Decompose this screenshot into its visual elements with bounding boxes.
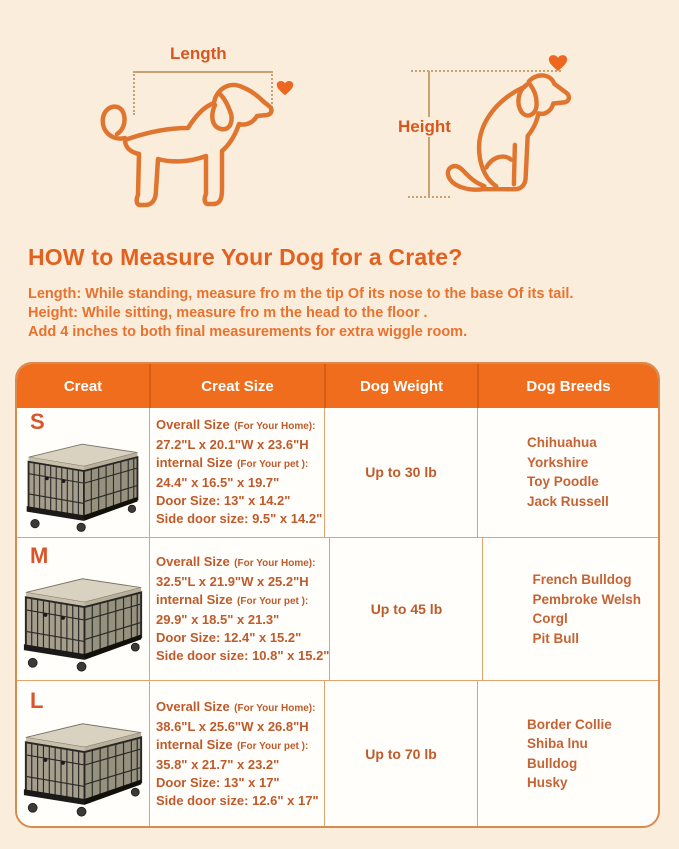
page-title: HOW to Measure Your Dog for a Crate? <box>28 244 463 270</box>
size-letter: S <box>30 409 45 435</box>
length-label: Length <box>167 44 230 64</box>
dog-weight-cell <box>324 408 477 537</box>
breed-item: Border Collie <box>527 716 612 732</box>
door-size: Door Size: 13" x 17" <box>156 774 280 790</box>
sitting-dog-illustration <box>438 70 576 200</box>
overall-size-label: Overall Size <box>156 554 230 570</box>
header-creat-size: Creat Size <box>149 364 324 408</box>
side-door-size: Side door size: 9.5" x 14.2" <box>156 511 323 527</box>
height-label: Height <box>395 117 454 137</box>
dog-crate-image <box>23 435 143 533</box>
dog-weight-cell <box>324 681 477 826</box>
size-letter: L <box>30 687 44 713</box>
weight-value: Up to 30 lb <box>365 464 437 481</box>
dog-breeds-cell <box>477 408 658 537</box>
side-door-size: Side door size: 10.8" x 15.2" <box>156 648 330 664</box>
overall-size-value: 27.2"L x 20.1"W x 23.6"H <box>156 437 309 453</box>
crate-size-cell <box>149 408 324 537</box>
dog-weight-cell <box>329 538 482 681</box>
breed-item: Husky <box>527 775 568 791</box>
overall-size-note: (For Your Home): <box>234 421 316 433</box>
size-table <box>15 362 660 828</box>
overall-size-note: (For Your Home): <box>234 702 316 714</box>
instruction-wiggle: Add 4 inches to both final measurements for extra wiggle room. <box>28 324 468 340</box>
internal-size-value: 29.9" x 18.5" x 21.3" <box>156 612 280 628</box>
weight-value: Up to 45 lb <box>370 601 443 618</box>
heart-icon <box>276 80 294 97</box>
door-size: Door Size: 12.4" x 15.2" <box>156 630 302 646</box>
measuring-diagram <box>0 0 679 235</box>
dog-crate-image <box>20 569 147 673</box>
internal-size-label: internal Size <box>156 592 233 608</box>
internal-size-note: (For Your pet ): <box>237 596 309 608</box>
dog-body <box>125 85 271 205</box>
crate-cell <box>17 408 149 537</box>
table-row-medium <box>17 537 658 681</box>
crate-size-cell <box>149 538 329 681</box>
breed-item: Chihuahua <box>527 435 597 451</box>
header-creat: Creat <box>63 377 103 395</box>
side-door-size: Side door size: 12.6" x 17" <box>156 792 319 808</box>
dog-breeds-cell <box>477 681 658 826</box>
crate-size-cell <box>149 681 324 826</box>
internal-size-value: 35.8" x 21.7" x 23.2" <box>156 756 280 772</box>
overall-size-label: Overall Size <box>156 698 230 714</box>
internal-size-note: (For Your pet ): <box>237 459 309 471</box>
internal-size-label: internal Size <box>156 455 233 471</box>
breed-item: Shiba lnu <box>527 736 588 752</box>
overall-size-value: 32.5"L x 21.9"W x 25.2"H <box>156 574 309 590</box>
size-letter: M <box>30 543 49 569</box>
internal-size-note: (For Your pet ): <box>237 740 309 752</box>
standing-dog-illustration <box>95 68 295 213</box>
internal-size-value: 24.4" x 16.5" x 19.7" <box>156 475 280 491</box>
breed-item: Bulldog <box>527 755 578 771</box>
header-dog-breeds: Dog Breeds <box>477 364 658 408</box>
header-dog-weight: Dog Weight <box>324 364 477 408</box>
breed-item: Jack Russell <box>527 493 609 509</box>
crate-cell <box>17 681 149 826</box>
internal-size-label: internal Size <box>156 736 233 752</box>
overall-size-value: 38.6"L x 25.6"W x 26.8"H <box>156 718 309 734</box>
overall-size-label: Overall Size <box>156 417 230 433</box>
dog-breeds-cell <box>482 538 658 681</box>
overall-size-note: (For Your Home): <box>234 558 316 570</box>
breed-item: Pit Bull <box>532 630 579 646</box>
weight-value: Up to 70 lb <box>365 745 437 762</box>
table-header-row <box>17 364 658 408</box>
door-size: Door Size: 13" x 14.2" <box>156 493 291 509</box>
dog-front-leg <box>514 145 515 184</box>
table-row-large <box>17 680 658 826</box>
breed-item: French Bulldog <box>532 572 632 588</box>
table-row-small <box>17 408 658 537</box>
breed-item: Toy Poodle <box>527 474 599 490</box>
breed-item: Corgl <box>532 611 568 627</box>
instruction-height: Height: While sitting, measure fro m the head to the floor . <box>28 305 428 321</box>
crate-cell <box>17 538 149 681</box>
breed-item: Yorkshire <box>527 454 589 470</box>
dog-haunch-curl <box>486 157 511 168</box>
instructions <box>28 285 663 342</box>
dog-crate-image <box>20 714 147 818</box>
dog-ear <box>518 84 536 116</box>
heart-icon <box>548 54 568 73</box>
breed-item: Pembroke Welsh <box>532 591 642 607</box>
instruction-length: Length: While standing, measure fro m the tip Of its nose to the base Of its tail. <box>28 286 574 302</box>
dog-tail <box>103 107 125 139</box>
